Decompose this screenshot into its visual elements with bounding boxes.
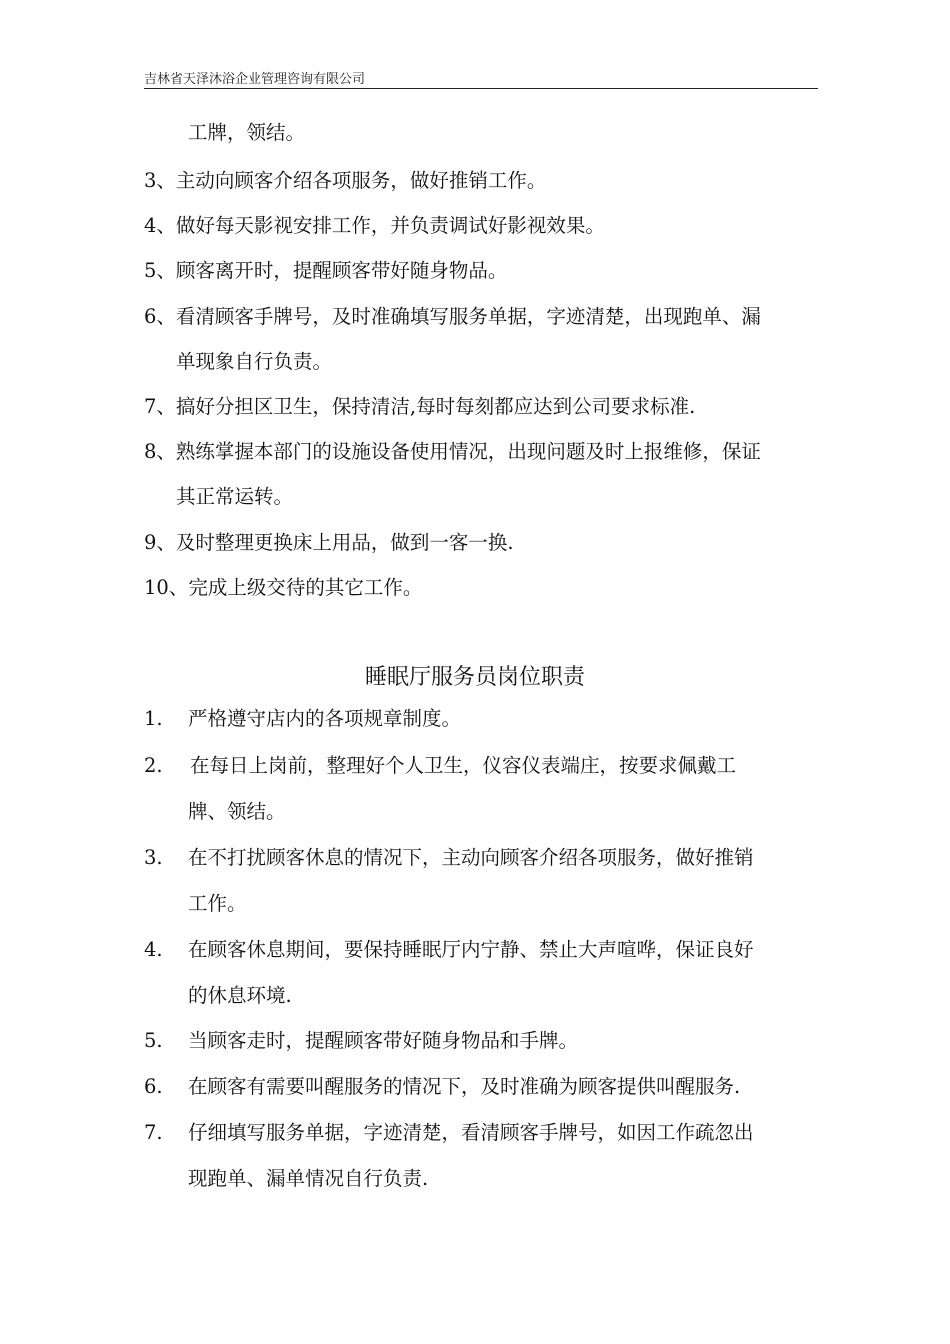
- item-number-2: 2.: [144, 754, 163, 777]
- duty-item-8-line-2: 其正常运转。: [176, 485, 294, 508]
- sleep-item-2-line-2: 牌、领结。: [188, 800, 286, 823]
- duty-item-4: 4、做好每天影视安排工作，并负责调试好影视效果。: [144, 214, 605, 237]
- sleep-item-4-line-2: 的休息环境.: [188, 984, 292, 1007]
- item-number-5: 5.: [144, 1029, 163, 1052]
- item-number-3: 3.: [144, 846, 163, 869]
- item-number-1: 1.: [144, 707, 163, 730]
- item-number-7: 7.: [144, 1121, 163, 1144]
- duty-item-8-line-1: 8、熟练掌握本部门的设施设备使用情况，出现问题及时上报维修，保证: [144, 440, 761, 463]
- duty-item-3: 3、主动向顾客介绍各项服务，做好推销工作。: [144, 169, 547, 192]
- item-number-6: 6.: [144, 1075, 163, 1098]
- duty-item-6-line-1: 6、看清顾客手牌号，及时准确填写服务单据，字迹清楚，出现跑单、漏: [144, 305, 761, 328]
- continuation-line: 工牌，领结。: [188, 121, 306, 144]
- duty-item-7: 7、搞好分担区卫生，保持清洁,每时每刻都应达到公司要求标准.: [144, 395, 696, 418]
- item-number-4: 4.: [144, 938, 163, 961]
- sleep-item-7-line-2: 现跑单、漏单情况自行负责.: [188, 1167, 429, 1190]
- duty-item-6-line-2: 单现象自行负责。: [176, 350, 333, 373]
- sleep-item-5: 当顾客走时，提醒顾客带好随身物品和手牌。: [188, 1029, 579, 1052]
- sleep-item-6: 在顾客有需要叫醒服务的情况下，及时准确为顾客提供叫醒服务.: [188, 1075, 741, 1098]
- sleep-item-2-line-1: 在每日上岗前，整理好个人卫生，仪容仪表端庄，按要求佩戴工: [190, 754, 737, 777]
- sleep-item-3-line-2: 工作。: [188, 892, 247, 915]
- duty-item-10: 10、完成上级交待的其它工作。: [144, 576, 423, 599]
- company-name: 吉林省天泽沐浴企业管理咨询有限公司: [144, 72, 366, 87]
- sleep-item-3-line-1: 在不打扰顾客休息的情况下，主动向顾客介绍各项服务，做好推销: [188, 846, 754, 869]
- section-title: 睡眠厅服务员岗位职责: [364, 665, 585, 690]
- sleep-item-4-line-1: 在顾客休息期间，要保持睡眠厅内宁静、禁止大声喧哗，保证良好: [188, 938, 754, 961]
- sleep-item-1: 严格遵守店内的各项规章制度。: [188, 707, 462, 730]
- duty-item-5: 5、顾客离开时，提醒顾客带好随身物品。: [144, 259, 508, 282]
- sleep-item-7-line-1: 仔细填写服务单据，字迹清楚，看清顾客手牌号，如因工作疏忽出: [188, 1121, 754, 1144]
- page-header: [144, 72, 818, 89]
- duty-item-9: 9、及时整理更换床上用品，做到一客一换.: [144, 531, 514, 554]
